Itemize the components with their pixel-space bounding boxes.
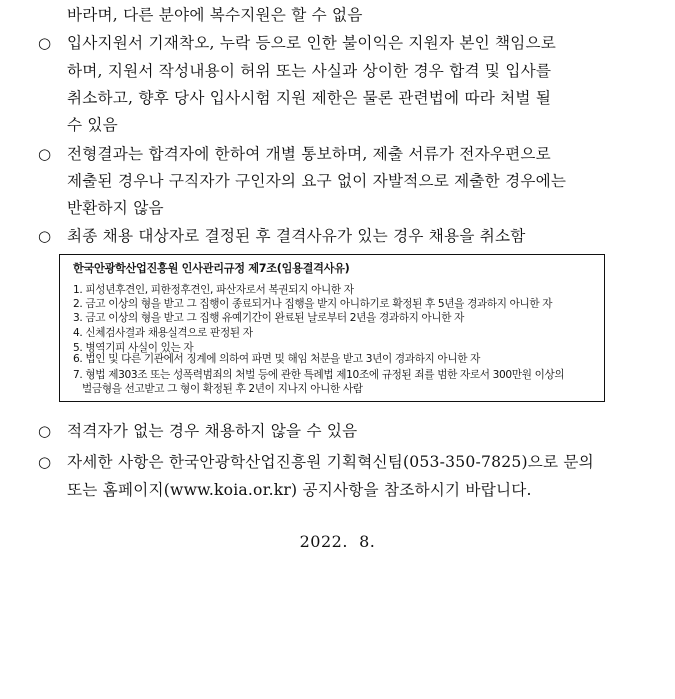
bullet-circle-icon: ○ xyxy=(38,422,52,440)
bullet-circle-icon: ○ xyxy=(38,145,52,163)
regulation-item: 4. 신체검사결과 채용실격으로 판정된 자 xyxy=(73,327,253,339)
regulation-box xyxy=(59,254,605,402)
regulation-item: 5. 병역기피 사실이 있는 자 xyxy=(73,342,194,354)
regulation-title: 한국안광학산업진흥원 인사관리규정 제7조(임용결격사유) xyxy=(73,262,350,275)
regulation-item: 7. 형법 제303조 또는 성폭력범죄의 처벌 등에 관한 특례법 제10조에 규정된 죄를 범한 자로서 300만원 이상의 xyxy=(73,369,565,381)
line-text: 수 있음 xyxy=(67,116,118,134)
line-text: 또는 홈페이지(www.koia.or.kr) 공지사항을 참조하시기 바랍니다. xyxy=(67,481,532,499)
bullet-circle-icon: ○ xyxy=(38,453,52,471)
line-text: 취소하고, 향후 당사 입사시험 지원 제한은 물론 관련법에 따라 처벌 될 xyxy=(67,89,552,107)
line-text: 반환하지 않음 xyxy=(67,199,164,217)
line-text: 적격자가 없는 경우 채용하지 않을 수 있음 xyxy=(67,422,358,440)
document-date: 2022. 8. xyxy=(299,532,376,551)
line-text: 바라며, 다른 분야에 복수지원은 할 수 없음 xyxy=(67,6,363,24)
regulation-item: 벌금형을 선고받고 그 형이 확정된 후 2년이 지나지 아니한 사람 xyxy=(73,383,363,395)
line-text: 전형결과는 합격자에 한하여 개별 통보하며, 제출 서류가 전자우편으로 xyxy=(67,145,551,163)
line-text: 입사지원서 기재착오, 누락 등으로 인한 불이익은 지원자 본인 책임으로 xyxy=(67,34,557,52)
line-text: 제출된 경우나 구직자가 구인자의 요구 없이 자발적으로 제출한 경우에는 xyxy=(67,172,567,190)
bullet-circle-icon: ○ xyxy=(38,34,52,52)
line-text: 하며, 지원서 작성내용이 허위 또는 사실과 상이한 경우 합격 및 입사를 xyxy=(67,62,552,80)
regulation-item: 3. 금고 이상의 형을 받고 그 집행 유예기간이 완료된 날로부터 2년을 경과하지 아니한 자 xyxy=(73,312,465,324)
line-text: 자세한 사항은 한국안광학산업진흥원 기획혁신팀(053-350-7825)으로 문의 xyxy=(67,453,594,471)
regulation-item: 1. 피성년후견인, 피한정후견인, 파산자로서 복권되지 아니한 자 xyxy=(73,284,354,296)
line-text: 최종 채용 대상자로 결정된 후 결격사유가 있는 경우 채용을 취소함 xyxy=(67,227,526,245)
regulation-item: 6. 법인 및 다른 기관에서 징계에 의하여 파면 및 해임 처분을 받고 3년이 경과하지 아니한 자 xyxy=(73,353,480,365)
regulation-item: 2. 금고 이상의 형을 받고 그 집행이 종료되거나 집행을 받지 아니하기로 확정된 후 5년을 경과하지 아니한 자 xyxy=(73,298,553,310)
bullet-circle-icon: ○ xyxy=(38,227,52,245)
